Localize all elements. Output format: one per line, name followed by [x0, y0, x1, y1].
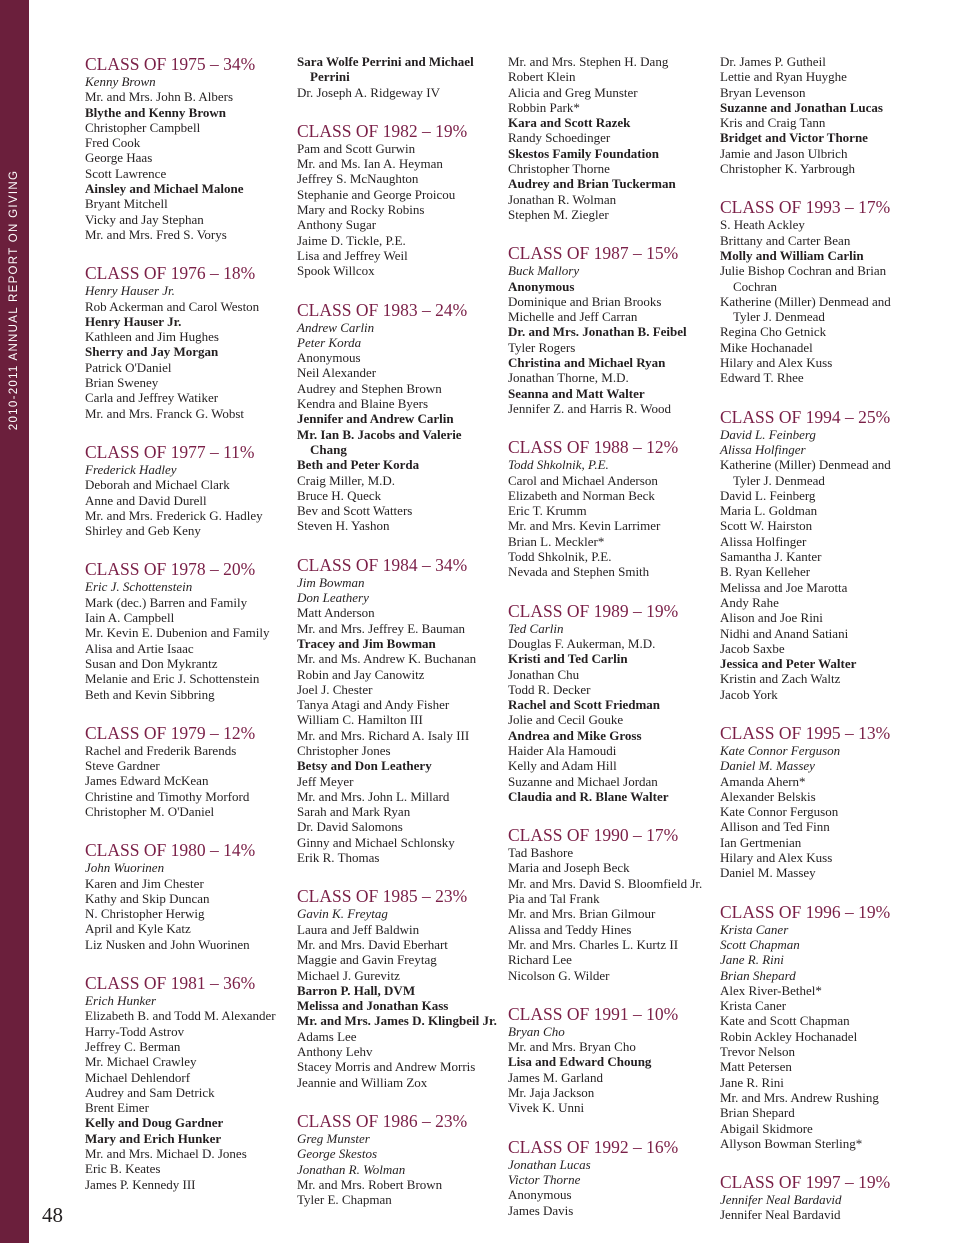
donor-name: Christina and Michael Ryan [508, 355, 666, 371]
donor-name: Craig Miller, M.D. [297, 472, 396, 488]
class-agent-name: Ted Carlin [508, 620, 564, 636]
class-section [508, 54, 708, 222]
donor-name: Hilary and Alex Kuss [720, 355, 833, 371]
donor-name: Sarah and Mark Ryan [297, 804, 411, 820]
donor-name: Stacey Morris and Andrew Morris [297, 1059, 476, 1075]
class-agent-name: Todd Shkolnik, P.E. [508, 457, 609, 473]
donor-name: Mr. Kevin E. Dubenion and Family [85, 625, 270, 641]
class-agent-name: Daniel M. Massey [720, 758, 815, 774]
donor-name: Mr. and Mrs. Kevin Larrimer [508, 518, 661, 534]
donor-name: Carla and Jeffrey Watiker [85, 390, 219, 406]
donor-column-1 [85, 54, 285, 1213]
class-heading: CLASS OF 1992 – 16% [508, 1136, 679, 1157]
class-heading: CLASS OF 1997 – 19% [720, 1172, 891, 1193]
donor-name: Amanda Ahern* [720, 773, 806, 789]
donor-name: Anthony Sugar [297, 217, 377, 233]
donor-name: James P. Kennedy III [85, 1176, 196, 1192]
class-section [297, 555, 497, 866]
class-heading: CLASS OF 1985 – 23% [297, 886, 468, 907]
donor-name: Christopher Jones [297, 742, 391, 758]
class-agent-name: David L. Feinberg [720, 426, 816, 442]
donor-name: James M. Garland [508, 1069, 603, 1085]
class-agent-name: Jonathan Lucas [508, 1156, 591, 1172]
donor-name: April and Kyle Katz [85, 921, 191, 937]
donor-name: Alissa Holfinger [720, 533, 807, 549]
donor-name: Kara and Scott Razek [508, 115, 631, 131]
donor-name: Neil Alexander [297, 365, 377, 381]
donor-name: Robin and Jay Canowitz [297, 666, 425, 682]
donor-name: Anne and David Durell [85, 492, 207, 508]
donor-name: Tad Bashore [508, 845, 574, 861]
class-heading: CLASS OF 1981 – 36% [85, 973, 256, 994]
class-section [297, 54, 497, 100]
donor-name: Mr. and Mrs. David S. Bloomfield Jr. [508, 875, 703, 891]
donor-name: Maria L. Goldman [720, 503, 818, 519]
donor-name: Iain A. Campbell [85, 610, 175, 626]
class-heading: CLASS OF 1988 – 12% [508, 437, 679, 458]
donor-name: Robin Ackley Hochanadel [720, 1028, 858, 1044]
donor-name: Mr. Ian B. Jacobs and Valerie Chang [297, 426, 462, 457]
donor-name: Jeffrey S. McNaughton [297, 171, 419, 187]
class-section [85, 973, 285, 1192]
donor-name: Mr. and Mrs. John B. Albers [85, 89, 234, 105]
donor-name: Brian Sweney [85, 375, 159, 391]
class-agent-name: Jim Bowman [297, 574, 365, 590]
donor-name: Sara Wolfe Perrini and Michael Perrini [297, 54, 474, 85]
donor-name: Mr. and Ms. Ian A. Heyman [297, 156, 443, 172]
donor-name: Suzanne and Jonathan Lucas [720, 99, 883, 115]
donor-name: Mr. Jaja Jackson [508, 1085, 595, 1101]
donor-name: Daniel M. Massey [720, 865, 816, 881]
page-number: 48 [42, 1203, 63, 1227]
donor-name: Jane R. Rini [720, 1074, 784, 1090]
donor-name: Seanna and Matt Walter [508, 385, 645, 401]
donor-name: Anthony Lehv [297, 1044, 373, 1060]
donor-name: Jessica and Peter Walter [720, 656, 857, 672]
donor-name: Jaime D. Tickle, P.E. [297, 232, 406, 248]
donor-name: Maggie and Gavin Freytag [297, 952, 437, 968]
donor-name: James Edward McKean [85, 773, 209, 789]
donor-name: Brent Eimer [85, 1100, 149, 1116]
donor-name: William C. Hamilton III [297, 712, 423, 728]
donor-name: Stephanie and George Proicou [297, 186, 456, 202]
donor-name: Shirley and Geb Keny [85, 523, 201, 539]
class-agent-name: George Skestos [297, 1146, 378, 1162]
donor-name: Bev and Scott Watters [297, 503, 413, 519]
donor-name: Alison and Joe Rini [720, 610, 823, 626]
donor-name: Kendra and Blaine Byers [297, 396, 429, 412]
class-heading: CLASS OF 1995 – 13% [720, 722, 891, 743]
class-section [720, 1172, 920, 1223]
donor-name: Jeffrey C. Berman [85, 1038, 181, 1054]
class-heading: CLASS OF 1979 – 12% [85, 722, 256, 743]
class-heading: CLASS OF 1991 – 10% [508, 1003, 679, 1024]
class-heading: CLASS OF 1976 – 18% [85, 263, 256, 284]
donor-name: Steve Gardner [85, 758, 160, 774]
class-agent-name: Peter Korda [297, 334, 362, 350]
donor-name: Jonathan Thorne, M.D. [508, 370, 629, 386]
class-agent-name: Brian Shepard [720, 967, 796, 983]
donor-name: David L. Feinberg [720, 487, 816, 503]
donor-name: Brian L. Meckler* [508, 533, 605, 549]
class-heading: CLASS OF 1978 – 20% [85, 559, 256, 580]
donor-name: Douglas F. Aukerman, M.D. [508, 635, 656, 651]
donor-name: Allison and Ted Finn [720, 819, 830, 835]
class-section [297, 1111, 497, 1207]
class-section [85, 723, 285, 819]
donor-name: Todd R. Decker [508, 681, 591, 697]
donor-name: Jolie and Cecil Gouke [508, 712, 624, 728]
class-section [508, 825, 708, 983]
donor-name: Elizabeth B. and Todd M. Alexander [85, 1008, 276, 1024]
class-heading: CLASS OF 1984 – 34% [297, 554, 468, 575]
class-agent-name: Kate Connor Ferguson [720, 742, 841, 758]
class-heading: CLASS OF 1982 – 19% [297, 120, 468, 141]
donor-name: Kelly and Doug Gardner [85, 1115, 224, 1131]
donor-name: Bryant Mitchell [85, 196, 168, 212]
donor-name: Erik R. Thomas [297, 850, 380, 866]
donor-name: Steven H. Yashon [297, 518, 390, 534]
donor-name: Todd Shkolnik, P.E. [508, 549, 612, 565]
donor-name: Krista Caner [720, 998, 787, 1014]
class-agent-name: Erich Hunker [85, 993, 157, 1009]
donor-name: Beth and Peter Korda [297, 457, 420, 473]
donor-name: Edward T. Rhee [720, 370, 804, 386]
donor-name: Hilary and Alex Kuss [720, 850, 833, 866]
donor-name: Audrey and Brian Tuckerman [508, 176, 676, 192]
class-heading: CLASS OF 1987 – 15% [508, 243, 679, 264]
donor-name: Melanie and Eric J. Schottenstein [85, 671, 260, 687]
donor-name: Kate and Scott Chapman [720, 1013, 850, 1029]
donor-name: Anonymous [508, 1187, 572, 1203]
donor-name: Pia and Tal Frank [508, 891, 600, 907]
donor-name: Dr. and Mrs. Jonathan B. Feibel [508, 324, 687, 340]
donor-name: Abigail Skidmore [720, 1120, 813, 1136]
donor-name: Regina Cho Getnick [720, 324, 827, 340]
donor-name: Andy Rahe [720, 594, 779, 610]
donor-name: Claudia and R. Blane Walter [508, 788, 669, 804]
class-agent-name: Kenny Brown [85, 74, 156, 89]
donor-name: Mr. and Mrs. Frederick G. Hadley [85, 507, 263, 523]
class-agent-name: Andrew Carlin [297, 319, 375, 335]
class-section [508, 601, 708, 805]
class-section [297, 886, 497, 1090]
class-section [85, 263, 285, 421]
class-section [720, 902, 920, 1151]
donor-name: Mr. and Mrs. Stephen H. Dang [508, 54, 669, 69]
donor-name: Katherine (Miller) Denmead and Tyler J. Denmead [720, 293, 891, 325]
class-agent-name: Greg Munster [297, 1130, 370, 1146]
sidebar-report-title: 2010-2011 ANNUAL REPORT ON GIVING [8, 169, 20, 431]
donor-name: Michelle and Jeff Carran [508, 309, 638, 325]
donor-name: Stephen M. Ziegler [508, 206, 609, 222]
donor-name: Eric B. Keates [85, 1161, 161, 1177]
donor-name: Mr. and Mrs. Franck G. Wobst [85, 405, 245, 421]
donor-name: Anonymous [297, 350, 361, 366]
donor-name: Susan and Don Mykrantz [85, 655, 218, 671]
donor-column-3 [508, 54, 708, 1239]
donor-name: Ainsley and Michael Malone [85, 181, 244, 197]
donor-name: Carol and Michael Anderson [508, 472, 658, 488]
donor-name: Suzanne and Michael Jordan [508, 773, 658, 789]
donor-name: Laura and Jeff Baldwin [297, 921, 420, 937]
donor-name: Vicky and Jay Stephan [85, 211, 204, 227]
donor-name: Scott Lawrence [85, 165, 167, 181]
class-section [720, 723, 920, 881]
donor-name: Mr. and Mrs. Richard A. Isaly III [297, 727, 470, 743]
donor-name: Samantha J. Kanter [720, 549, 822, 565]
donor-name: Spook Willcox [297, 263, 375, 279]
donor-name: S. Heath Ackley [720, 217, 805, 233]
donor-name: Rob Ackerman and Carol Weston [85, 298, 260, 314]
class-agent-name: Jonathan R. Wolman [297, 1161, 406, 1177]
donor-name: Mr. and Mrs. Andrew Rushing [720, 1089, 879, 1105]
donor-name: Brittany and Carter Bean [720, 232, 851, 248]
donor-name: Joel J. Chester [297, 681, 373, 697]
donor-name: Tyler Rogers [508, 339, 576, 355]
class-heading: CLASS OF 1996 – 19% [720, 901, 891, 922]
donor-name: Mark (dec.) Barren and Family [85, 594, 248, 610]
donor-name: Dominique and Brian Brooks [508, 293, 662, 309]
donor-name: Nevada and Stephen Smith [508, 564, 650, 580]
donor-name: Jamie and Jason Ulbrich [720, 145, 848, 161]
donor-name: Maria and Joseph Beck [508, 860, 630, 876]
donor-name: Jennifer Z. and Harris R. Wood [508, 400, 671, 416]
donor-name: Robbin Park* [508, 99, 580, 115]
donor-name: Mary and Rocky Robins [297, 202, 425, 218]
donor-name: Jennifer and Andrew Carlin [297, 411, 454, 427]
class-heading: CLASS OF 1989 – 19% [508, 600, 679, 621]
class-agent-name: Scott Chapman [720, 936, 800, 952]
donor-name: Alexander Belskis [720, 788, 816, 804]
donor-name: Christine and Timothy Morford [85, 788, 250, 804]
class-section [720, 407, 920, 702]
donor-name: Sherry and Jay Morgan [85, 344, 219, 360]
donor-name: Alissa and Teddy Hines [508, 921, 632, 937]
class-heading: CLASS OF 1975 – 34% [85, 54, 256, 74]
donor-name: Dr. Joseph A. Ridgeway IV [297, 84, 440, 100]
donor-name: Pam and Scott Gurwin [297, 140, 416, 156]
donor-name: Kristi and Ted Carlin [508, 651, 628, 667]
donor-name: Richard Lee [508, 952, 572, 968]
donor-name: Audrey and Stephen Brown [297, 380, 442, 396]
donor-name: Nicolson G. Wilder [508, 967, 610, 983]
donor-name: Tracey and Jim Bowman [297, 635, 436, 651]
donor-name: Beth and Kevin Sibbring [85, 686, 215, 702]
donor-name: Alisa and Artie Isaac [85, 640, 194, 656]
donor-name: Julie Bishop Cochran and Brian Cochran [720, 263, 887, 294]
donor-name: Mr. and Mrs. David Eberhart [297, 936, 448, 952]
class-heading: CLASS OF 1986 – 23% [297, 1110, 468, 1131]
sidebar-band [0, 0, 29, 1243]
donor-name: Mr. and Mrs. James D. Klingbeil Jr. [297, 1013, 497, 1029]
donor-name: Tanya Atagi and Andy Fisher [297, 697, 450, 713]
donor-name: Jacob Saxbe [720, 640, 785, 656]
class-agent-name: Krista Caner [720, 921, 789, 937]
donor-name: Lettie and Ryan Huyghe [720, 69, 847, 85]
class-agent-name: John Wuorinen [85, 860, 165, 876]
class-agent-name: Bryan Cho [508, 1023, 565, 1039]
class-heading: CLASS OF 1983 – 24% [297, 299, 468, 320]
donor-name: Matt Anderson [297, 605, 375, 621]
class-section [508, 1004, 708, 1116]
donor-name: Scott W. Hairston [720, 518, 813, 534]
donor-name: Christopher Thorne [508, 161, 610, 177]
donor-name: Christopher M. O'Daniel [85, 803, 215, 819]
class-section [297, 121, 497, 279]
donor-name: Christopher Campbell [85, 119, 201, 135]
class-heading: CLASS OF 1980 – 14% [85, 840, 256, 861]
donor-name: Melissa and Joe Marotta [720, 579, 848, 595]
donor-name: Robert Klein [508, 69, 576, 85]
donor-name: Mr. and Mrs. Charles L. Kurtz II [508, 936, 679, 952]
donor-name: Jeff Meyer [297, 773, 354, 789]
donor-name: Ian Gertmenian [720, 834, 802, 850]
class-agent-name: Eric J. Schottenstein [85, 579, 193, 595]
donor-name: Kristin and Zach Waltz [720, 671, 841, 687]
donor-name: Allyson Bowman Sterling* [720, 1135, 863, 1151]
donor-name: Mr. and Ms. Andrew K. Buchanan [297, 651, 477, 667]
donor-name: Alicia and Greg Munster [508, 84, 638, 100]
class-agent-name: Jane R. Rini [720, 952, 784, 968]
donor-name: Audrey and Sam Detrick [85, 1084, 215, 1100]
donor-name: Kathleen and Jim Hughes [85, 329, 219, 345]
donor-name: Matt Petersen [720, 1059, 792, 1075]
class-section [508, 243, 708, 416]
donor-name: Eric T. Krumm [508, 503, 587, 519]
donor-name: Betsy and Don Leathery [297, 758, 432, 774]
donor-name: Adams Lee [297, 1028, 357, 1044]
class-section [85, 442, 285, 538]
donor-name: Kate Connor Ferguson [720, 804, 839, 820]
donor-name: Mary and Erich Hunker [85, 1130, 222, 1146]
class-agent-name: Buck Mallory [508, 263, 580, 279]
class-section [297, 300, 497, 534]
donor-name: Jacob York [720, 686, 778, 702]
donor-name: Michael Dehlendorf [85, 1069, 191, 1085]
donor-name: Mr. and Mrs. John L. Millard [297, 788, 450, 804]
donor-name: Barron P. Hall, DVM [297, 982, 416, 998]
class-section [720, 54, 920, 176]
donor-name: Alex River-Bethel* [720, 982, 822, 998]
donor-name: Tyler E. Chapman [297, 1192, 392, 1208]
class-agent-name: Jennifer Neal Bardavid [720, 1192, 842, 1208]
donor-name: Anonymous [508, 278, 575, 294]
donor-name: Bryan Levenson [720, 84, 806, 100]
donor-name: Michael J. Gurevitz [297, 967, 400, 983]
donor-name: Randy Schoedinger [508, 130, 611, 146]
donor-name: Melissa and Jonathan Kass [297, 998, 449, 1014]
donor-column-4 [720, 54, 920, 1244]
donor-name: Trevor Nelson [720, 1044, 795, 1060]
donor-name: Lisa and Jeffrey Weil [297, 247, 408, 263]
donor-name: Mr. and Mrs. Michael D. Jones [85, 1146, 247, 1162]
donor-name: Liz Nusken and John Wuorinen [85, 936, 250, 952]
class-heading: CLASS OF 1990 – 17% [508, 825, 679, 846]
class-section [85, 54, 285, 242]
donor-name: Dr. James P. Gutheil [720, 54, 826, 69]
class-heading: CLASS OF 1977 – 11% [85, 441, 255, 462]
donor-name: Rachel and Frederik Barends [85, 742, 237, 758]
donor-name: Jennifer Neal Bardavid [720, 1207, 841, 1223]
donor-name: Elizabeth and Norman Beck [508, 487, 655, 503]
donor-name: B. Ryan Kelleher [720, 564, 811, 580]
class-section [85, 559, 285, 701]
donor-column-2 [297, 54, 497, 1228]
donor-name: Kelly and Adam Hill [508, 758, 617, 774]
donor-name: Ginny and Michael Schlonsky [297, 834, 455, 850]
donor-name: Harry-Todd Astrov [85, 1023, 185, 1039]
donor-name: Mr. and Mrs. Robert Brown [297, 1176, 443, 1192]
donor-name: Mr. Michael Crawley [85, 1054, 197, 1070]
class-section [508, 1137, 708, 1218]
class-heading: CLASS OF 1993 – 17% [720, 197, 891, 218]
donor-name: Mr. and Mrs. Fred S. Vorys [85, 226, 227, 242]
class-heading: CLASS OF 1994 – 25% [720, 406, 891, 427]
donor-name: Mr. and Mrs. Bryan Cho [508, 1039, 636, 1055]
donor-name: George Haas [85, 150, 153, 166]
donor-name: Deborah and Michael Clark [85, 477, 230, 493]
donor-name: Henry Hauser Jr. [85, 313, 182, 329]
class-section [85, 840, 285, 952]
donor-name: Katherine (Miller) Denmead and Tyler J. Denmead [720, 457, 891, 488]
donor-name: Jonathan Chu [508, 666, 580, 682]
donor-name: Nidhi and Anand Satiani [720, 625, 849, 641]
donor-name: Fred Cook [85, 135, 141, 151]
donor-name: Rachel and Scott Friedman [508, 697, 661, 713]
donor-name: Blythe and Kenny Brown [85, 104, 226, 120]
donor-name: Vivek K. Unni [508, 1100, 585, 1116]
class-agent-name: Gavin K. Freytag [297, 906, 388, 922]
donor-name: Jeannie and William Zox [297, 1074, 428, 1090]
donor-name: Haider Ala Hamoudi [508, 742, 617, 758]
donor-name: Patrick O'Daniel [85, 359, 172, 375]
class-agent-name: Alissa Holfinger [720, 441, 806, 457]
donor-name: Mike Hochanadel [720, 339, 813, 355]
donor-name: Kris and Craig Tann [720, 115, 826, 131]
class-agent-name: Don Leathery [297, 590, 369, 606]
donor-name: Karen and Jim Chester [85, 875, 204, 891]
donor-name: Kathy and Skip Duncan [85, 890, 210, 906]
donor-name: Molly and William Carlin [720, 247, 864, 263]
donor-name: James Davis [508, 1202, 574, 1218]
class-section [508, 437, 708, 579]
donor-name: Bruce H. Queck [297, 487, 382, 503]
donor-name: Bridget and Victor Thorne [720, 130, 868, 146]
class-section [720, 197, 920, 385]
donor-name: Jonathan R. Wolman [508, 191, 617, 207]
class-agent-name: Henry Hauser Jr. [85, 283, 175, 299]
donor-name: Dr. David Salomons [297, 819, 403, 835]
donor-name: Brian Shepard [720, 1105, 795, 1121]
donor-name: Lisa and Edward Choung [508, 1054, 652, 1070]
class-agent-name: Victor Thorne [508, 1171, 581, 1187]
donor-name: Andrea and Mike Gross [508, 727, 642, 743]
class-agent-name: Frederick Hadley [85, 461, 177, 477]
donor-name: N. Christopher Herwig [85, 906, 205, 922]
donor-name: Mr. and Mrs. Jeffrey E. Bauman [297, 620, 466, 636]
donor-name: Christopher K. Yarbrough [720, 161, 856, 177]
donor-name: Skestos Family Foundation [508, 145, 659, 161]
donor-name: Mr. and Mrs. Brian Gilmour [508, 906, 656, 922]
